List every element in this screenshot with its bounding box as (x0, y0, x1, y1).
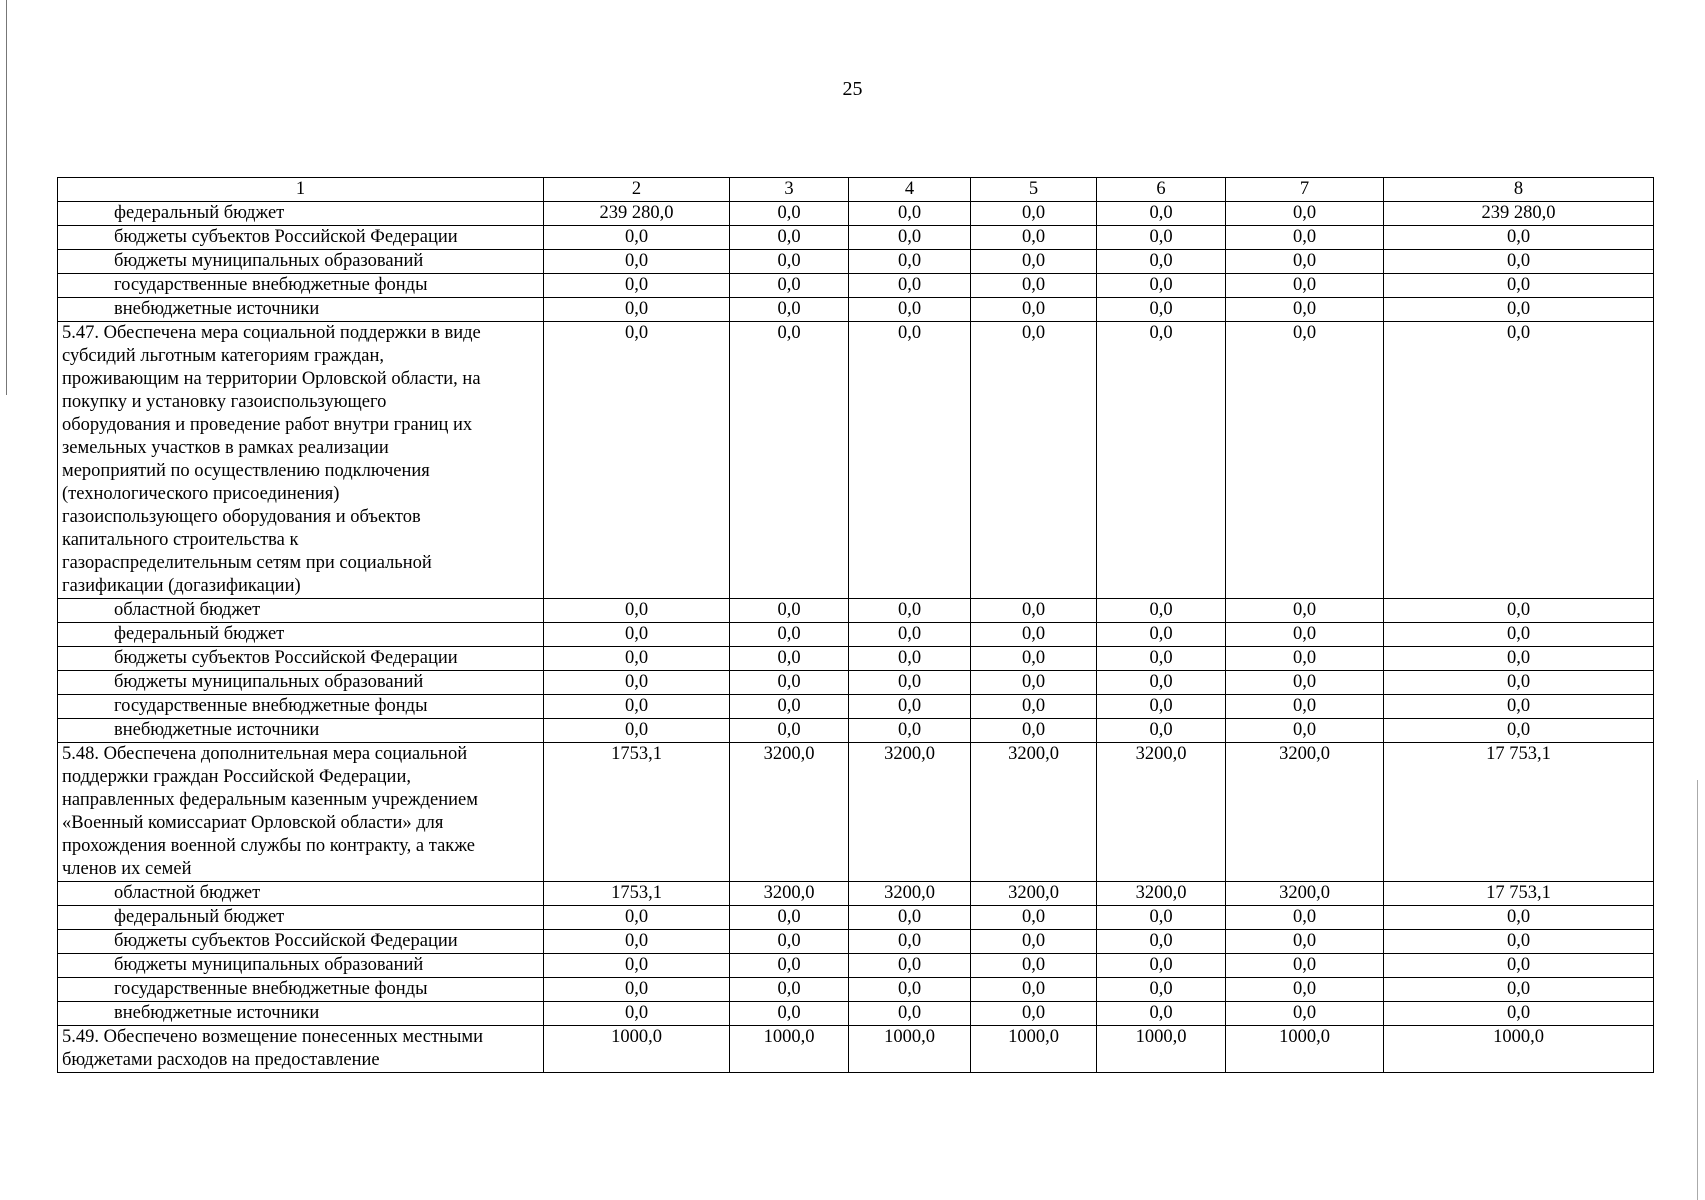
amount-cell: 0,0 (849, 978, 971, 1002)
amount-cell: 1000,0 (730, 1026, 849, 1073)
measure-description-line: проживающим на территории Орловской области, на (62, 369, 481, 389)
amount-cell: 0,0 (849, 647, 971, 671)
amount-cell: 0,0 (971, 202, 1097, 226)
funding-source-label: федеральный бюджет (58, 202, 544, 226)
amount-cell: 0,0 (544, 930, 730, 954)
amount-cell: 17 753,1 (1384, 743, 1654, 882)
amount-cell: 0,0 (1226, 906, 1384, 930)
scan-edge-line (6, 0, 7, 395)
funding-source-row (58, 954, 1654, 978)
measure-description-line: 5.48. Обеспечена дополнительная мера социальной (62, 744, 468, 764)
amount-cell: 0,0 (730, 623, 849, 647)
amount-cell: 0,0 (1097, 298, 1226, 322)
funding-source-row (58, 599, 1654, 623)
amount-cell: 0,0 (1384, 978, 1654, 1002)
column-number-1: 1 (58, 178, 544, 202)
amount-cell: 0,0 (544, 954, 730, 978)
amount-cell: 3200,0 (971, 882, 1097, 906)
measure-description (58, 322, 544, 599)
amount-cell: 0,0 (1226, 1002, 1384, 1026)
amount-cell: 0,0 (1384, 906, 1654, 930)
funding-source-label: федеральный бюджет (58, 623, 544, 647)
amount-cell: 0,0 (544, 599, 730, 623)
amount-cell: 0,0 (971, 226, 1097, 250)
amount-cell: 0,0 (1226, 202, 1384, 226)
amount-cell: 0,0 (544, 719, 730, 743)
amount-cell: 0,0 (971, 954, 1097, 978)
amount-cell: 0,0 (971, 1002, 1097, 1026)
funding-source-label: внебюджетные источники (58, 298, 544, 322)
amount-cell: 0,0 (849, 274, 971, 298)
amount-cell: 0,0 (1097, 226, 1226, 250)
amount-cell: 0,0 (1097, 202, 1226, 226)
amount-cell: 1753,1 (544, 743, 730, 882)
amount-cell: 0,0 (1384, 226, 1654, 250)
amount-cell: 0,0 (971, 599, 1097, 623)
amount-cell: 0,0 (849, 719, 971, 743)
amount-cell: 0,0 (971, 930, 1097, 954)
funding-source-row (58, 882, 1654, 906)
amount-cell: 0,0 (971, 647, 1097, 671)
page-number: 25 (842, 78, 863, 100)
funding-source-label: областной бюджет (58, 882, 544, 906)
measure-description-line: (технологического присоединения) (62, 484, 340, 504)
funding-source-row (58, 1002, 1654, 1026)
amount-cell: 0,0 (544, 671, 730, 695)
amount-cell: 1000,0 (971, 1026, 1097, 1073)
amount-cell: 0,0 (1226, 719, 1384, 743)
amount-cell: 0,0 (971, 274, 1097, 298)
amount-cell: 0,0 (1226, 298, 1384, 322)
amount-cell: 0,0 (730, 906, 849, 930)
amount-cell: 0,0 (849, 1002, 971, 1026)
measure-row (58, 1026, 1654, 1073)
amount-cell: 239 280,0 (1384, 202, 1654, 226)
amount-cell: 17 753,1 (1384, 882, 1654, 906)
amount-cell: 0,0 (1097, 906, 1226, 930)
funding-source-label: бюджеты субъектов Российской Федерации (58, 930, 544, 954)
amount-cell: 0,0 (849, 671, 971, 695)
amount-cell: 0,0 (544, 250, 730, 274)
amount-cell: 0,0 (1384, 954, 1654, 978)
amount-cell: 0,0 (1384, 930, 1654, 954)
amount-cell: 0,0 (730, 954, 849, 978)
funding-source-label: бюджеты муниципальных образований (58, 250, 544, 274)
amount-cell: 0,0 (730, 226, 849, 250)
funding-source-row (58, 226, 1654, 250)
funding-source-row (58, 906, 1654, 930)
amount-cell: 0,0 (849, 322, 971, 599)
amount-cell: 0,0 (849, 906, 971, 930)
amount-cell: 0,0 (1384, 647, 1654, 671)
column-number-3: 3 (730, 178, 849, 202)
amount-cell: 0,0 (730, 1002, 849, 1026)
funding-source-label: государственные внебюджетные фонды (58, 695, 544, 719)
amount-cell: 0,0 (1384, 671, 1654, 695)
amount-cell: 0,0 (730, 671, 849, 695)
funding-source-label: государственные внебюджетные фонды (58, 978, 544, 1002)
amount-cell: 0,0 (730, 978, 849, 1002)
amount-cell: 0,0 (544, 906, 730, 930)
measure-description-line: поддержки граждан Российской Федерации, (62, 767, 411, 787)
amount-cell: 0,0 (544, 1002, 730, 1026)
amount-cell: 0,0 (1226, 226, 1384, 250)
amount-cell: 1000,0 (1226, 1026, 1384, 1073)
amount-cell: 0,0 (1384, 274, 1654, 298)
funding-source-label: бюджеты муниципальных образований (58, 954, 544, 978)
measure-description (58, 743, 544, 882)
amount-cell: 0,0 (1097, 274, 1226, 298)
measure-description (58, 1026, 544, 1073)
table-header (58, 178, 1654, 202)
funding-source-row (58, 978, 1654, 1002)
amount-cell: 3200,0 (730, 743, 849, 882)
funding-source-row (58, 719, 1654, 743)
funding-source-label: бюджеты субъектов Российской Федерации (58, 647, 544, 671)
amount-cell: 0,0 (849, 930, 971, 954)
measure-description-line: членов их семей (62, 859, 192, 879)
amount-cell: 0,0 (1384, 1002, 1654, 1026)
measure-description-line: мероприятий по осуществлению подключения (62, 461, 430, 481)
funding-source-row (58, 671, 1654, 695)
funding-source-label: государственные внебюджетные фонды (58, 274, 544, 298)
scan-edge-line (1697, 780, 1698, 1200)
funding-source-label: внебюджетные источники (58, 1002, 544, 1026)
amount-cell: 0,0 (1226, 978, 1384, 1002)
amount-cell: 0,0 (849, 954, 971, 978)
amount-cell: 0,0 (1384, 719, 1654, 743)
amount-cell: 0,0 (1097, 695, 1226, 719)
amount-cell: 0,0 (971, 671, 1097, 695)
amount-cell: 0,0 (544, 298, 730, 322)
amount-cell: 0,0 (1226, 647, 1384, 671)
funding-source-label: бюджеты муниципальных образований (58, 671, 544, 695)
amount-cell: 0,0 (1384, 250, 1654, 274)
amount-cell: 0,0 (730, 599, 849, 623)
amount-cell: 0,0 (849, 226, 971, 250)
amount-cell: 0,0 (544, 647, 730, 671)
funding-source-row (58, 274, 1654, 298)
amount-cell: 0,0 (1226, 322, 1384, 599)
amount-cell: 0,0 (544, 695, 730, 719)
header-row (58, 178, 1654, 202)
amount-cell: 3200,0 (849, 743, 971, 882)
amount-cell: 3200,0 (1097, 743, 1226, 882)
amount-cell: 0,0 (1097, 1002, 1226, 1026)
amount-cell: 239 280,0 (544, 202, 730, 226)
amount-cell: 0,0 (971, 978, 1097, 1002)
amount-cell: 0,0 (971, 695, 1097, 719)
funding-source-row (58, 623, 1654, 647)
amount-cell: 0,0 (849, 695, 971, 719)
amount-cell: 0,0 (1226, 695, 1384, 719)
amount-cell: 0,0 (730, 695, 849, 719)
amount-cell: 1000,0 (849, 1026, 971, 1073)
amount-cell: 0,0 (1097, 647, 1226, 671)
amount-cell: 0,0 (1097, 954, 1226, 978)
amount-cell: 0,0 (1226, 274, 1384, 298)
amount-cell: 1000,0 (1097, 1026, 1226, 1073)
amount-cell: 0,0 (544, 978, 730, 1002)
measure-description-line: газоиспользующего оборудования и объектов (62, 507, 421, 527)
amount-cell: 3200,0 (849, 882, 971, 906)
amount-cell: 0,0 (730, 202, 849, 226)
amount-cell: 0,0 (544, 274, 730, 298)
column-number-7: 7 (1226, 178, 1384, 202)
amount-cell: 0,0 (730, 930, 849, 954)
amount-cell: 0,0 (544, 226, 730, 250)
amount-cell: 0,0 (971, 250, 1097, 274)
amount-cell: 3200,0 (730, 882, 849, 906)
amount-cell: 0,0 (971, 719, 1097, 743)
budget-table (57, 177, 1654, 1073)
funding-source-row (58, 647, 1654, 671)
amount-cell: 0,0 (730, 647, 849, 671)
measure-description-line: 5.49. Обеспечено возмещение понесенных местными (62, 1027, 483, 1047)
amount-cell: 3200,0 (1097, 882, 1226, 906)
amount-cell: 0,0 (971, 623, 1097, 647)
funding-source-label: бюджеты субъектов Российской Федерации (58, 226, 544, 250)
table-body (58, 202, 1654, 1073)
amount-cell: 0,0 (544, 623, 730, 647)
amount-cell: 3200,0 (971, 743, 1097, 882)
column-number-6: 6 (1097, 178, 1226, 202)
amount-cell: 0,0 (849, 623, 971, 647)
funding-source-row (58, 250, 1654, 274)
funding-source-row (58, 202, 1654, 226)
amount-cell: 0,0 (1097, 978, 1226, 1002)
column-number-5: 5 (971, 178, 1097, 202)
amount-cell: 0,0 (1384, 695, 1654, 719)
amount-cell: 0,0 (1226, 671, 1384, 695)
measure-description-line: «Военный комиссариат Орловской области» для (62, 813, 444, 833)
amount-cell: 1753,1 (544, 882, 730, 906)
amount-cell: 0,0 (544, 322, 730, 599)
amount-cell: 0,0 (1226, 599, 1384, 623)
amount-cell: 0,0 (1097, 599, 1226, 623)
amount-cell: 0,0 (849, 250, 971, 274)
amount-cell: 0,0 (730, 322, 849, 599)
amount-cell: 0,0 (849, 202, 971, 226)
amount-cell: 3200,0 (1226, 882, 1384, 906)
funding-source-label: областной бюджет (58, 599, 544, 623)
column-number-2: 2 (544, 178, 730, 202)
amount-cell: 0,0 (971, 298, 1097, 322)
amount-cell: 0,0 (1384, 623, 1654, 647)
amount-cell: 0,0 (730, 274, 849, 298)
measure-description-line: оборудования и проведение работ внутри границ их (62, 415, 473, 435)
measure-description-line: газификации (догазификации) (62, 576, 301, 596)
amount-cell: 0,0 (1097, 671, 1226, 695)
amount-cell: 0,0 (849, 298, 971, 322)
amount-cell: 0,0 (849, 599, 971, 623)
amount-cell: 0,0 (1384, 322, 1654, 599)
amount-cell: 0,0 (1226, 623, 1384, 647)
funding-source-label: федеральный бюджет (58, 906, 544, 930)
measure-row (58, 743, 1654, 882)
amount-cell: 0,0 (1097, 719, 1226, 743)
amount-cell: 0,0 (730, 250, 849, 274)
measure-description-line: земельных участков в рамках реализации (62, 438, 389, 458)
amount-cell: 0,0 (1226, 954, 1384, 978)
amount-cell: 0,0 (1226, 250, 1384, 274)
amount-cell: 0,0 (730, 298, 849, 322)
column-number-4: 4 (849, 178, 971, 202)
amount-cell: 0,0 (971, 906, 1097, 930)
measure-description-line: покупку и установку газоиспользующего (62, 392, 387, 412)
amount-cell: 1000,0 (1384, 1026, 1654, 1073)
amount-cell: 0,0 (1097, 322, 1226, 599)
amount-cell: 0,0 (730, 719, 849, 743)
amount-cell: 0,0 (1097, 623, 1226, 647)
amount-cell: 0,0 (1226, 930, 1384, 954)
amount-cell: 0,0 (971, 322, 1097, 599)
amount-cell: 1000,0 (544, 1026, 730, 1073)
measure-description-line: 5.47. Обеспечена мера социальной поддержки в виде (62, 323, 481, 343)
funding-source-row (58, 298, 1654, 322)
amount-cell: 0,0 (1384, 599, 1654, 623)
amount-cell: 0,0 (1097, 930, 1226, 954)
amount-cell: 0,0 (1384, 298, 1654, 322)
measure-description-line: газораспределительным сетям при социальной (62, 553, 432, 573)
measure-description-line: субсидий льготным категориям граждан, (62, 346, 384, 366)
measure-description-line: направленных федеральным казенным учреждением (62, 790, 478, 810)
funding-source-row (58, 930, 1654, 954)
amount-cell: 0,0 (1097, 250, 1226, 274)
funding-source-row (58, 695, 1654, 719)
measure-description-line: капитального строительства к (62, 530, 299, 550)
funding-source-label: внебюджетные источники (58, 719, 544, 743)
measure-row (58, 322, 1654, 599)
measure-description-line: прохождения военной службы по контракту, а также (62, 836, 476, 856)
measure-description-line: бюджетами расходов на предоставление (62, 1050, 380, 1070)
column-number-8: 8 (1384, 178, 1654, 202)
amount-cell: 3200,0 (1226, 743, 1384, 882)
